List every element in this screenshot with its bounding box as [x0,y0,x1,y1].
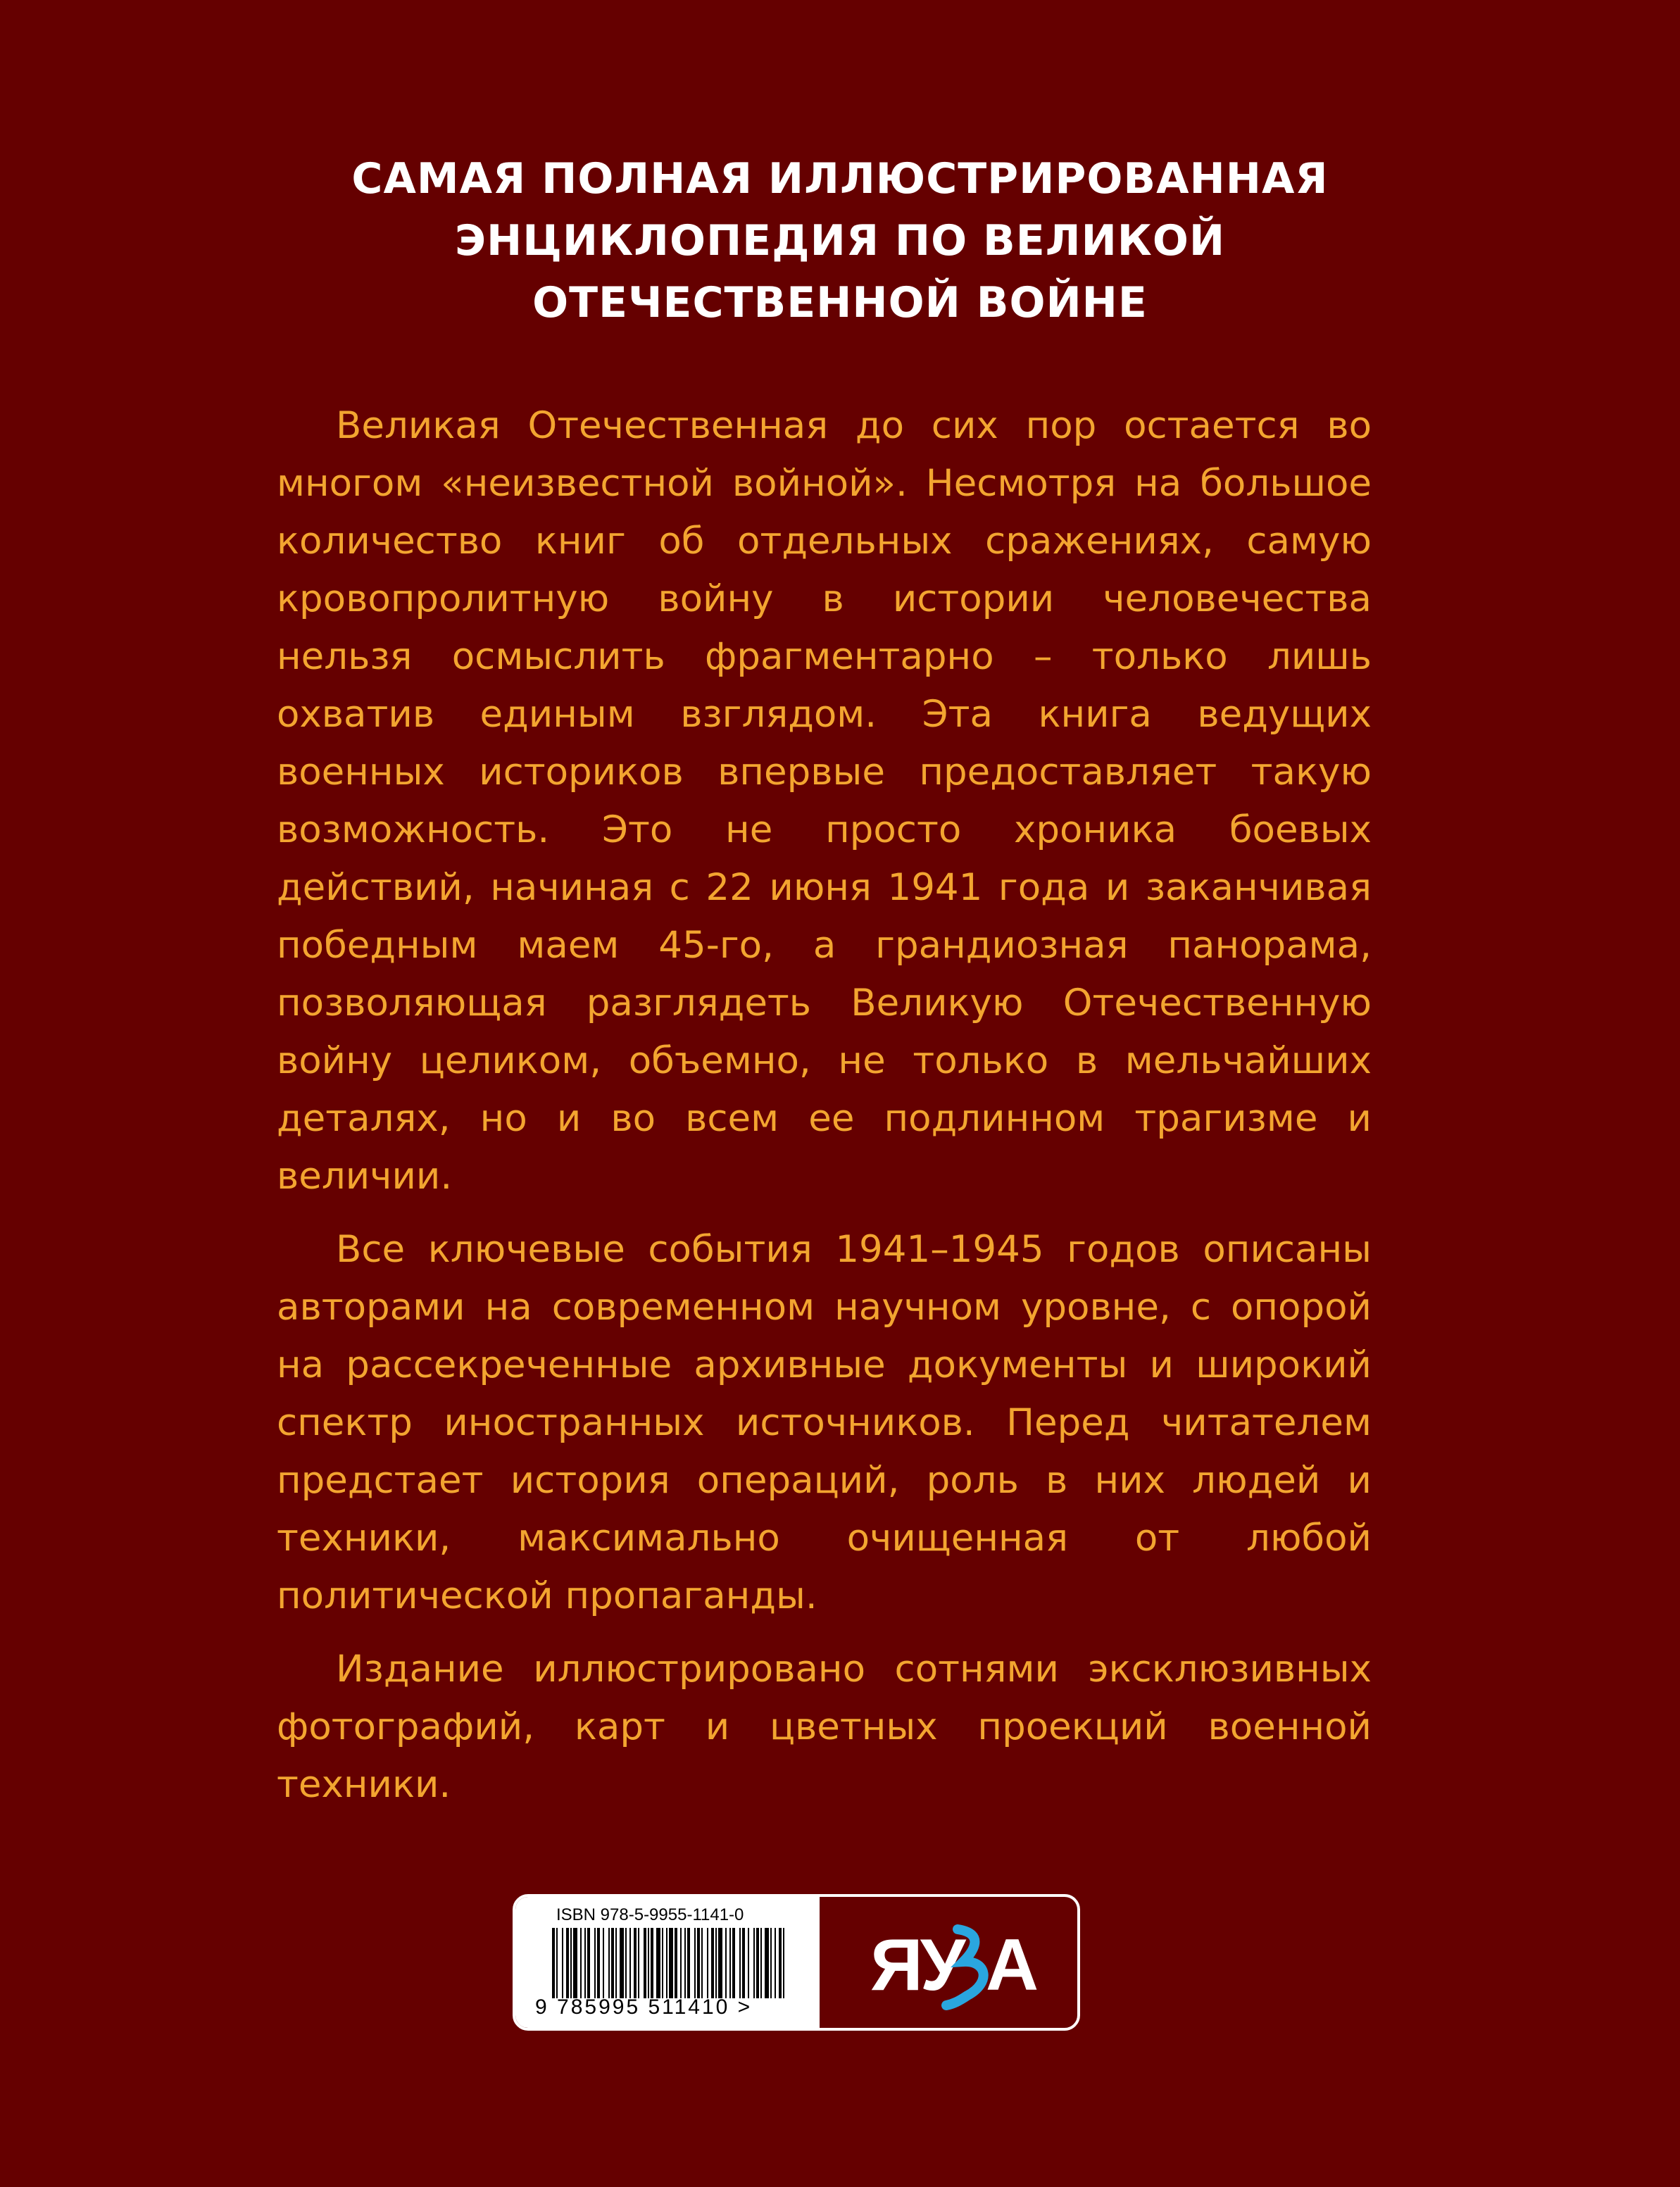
barcode-bar [718,1928,722,1998]
barcode-bar [573,1928,577,1998]
barcode-bar [783,1928,784,1998]
logo-text-right: А [986,1924,1039,2006]
barcode-bar [775,1928,776,1998]
isbn-label: ISBN 978-5-9955-1141-0 [556,1905,744,1924]
barcode-publisher-box [513,1894,1080,2031]
barcode-bar [687,1928,690,1998]
annotation-paragraph-1: Великая Отечественная до сих пор остается во многом «неизвестной войной». Несмотря на большое количество книг об отдельных сражениях, самую кровопролитную войну в истории человечества нельзя осмыслить фрагментарно – только лишь охватив единым взглядом. Эта книга ведущих военных историков впервые предоставляет такую возможность. Это не просто хроника боевых действий, начиная с 22 июня 1941 года и заканчивая победным маем 45-го, а грандиозная панорама, позволяющая разглядеть Великую Отечественную войну целиком, объемно, не только в мельчайших деталях, но и во всем ее подлинном трагизме и величии. [277,404,1372,1198]
barcode-bar [669,1928,673,1998]
annotation-paragraph-3: Издание иллюстрировано сотнями эксклюзивных фотографий, карт и цветных проекций военной техники. [277,1648,1372,1806]
barcode-bar [629,1928,631,1998]
barcode-bar [620,1928,624,1998]
barcode-bar [684,1928,686,1998]
barcode-bar [603,1928,604,1998]
barcode-bar [756,1928,759,1998]
barcode-bar [625,1928,627,1998]
heading-line-2: ЭНЦИКЛОПЕДИЯ ПО ВЕЛИКОЙ [454,216,1226,265]
barcode-bar [715,1928,717,1998]
publisher-logo [867,1918,1043,2017]
barcode-bar [566,1928,569,1998]
barcode-bar [648,1928,649,1998]
ean-digits: 9 785995 511410 > [535,1995,753,2019]
barcode-bar [562,1928,563,1998]
barcode-bar [644,1928,646,1998]
barcode-bar [739,1928,741,1998]
barcode-bar [597,1928,600,1998]
barcode-bar [725,1928,727,1998]
barcode-bar [753,1928,755,1998]
barcode-bar [680,1928,682,1998]
heading-line-3: ОТЕЧЕСТВЕННОЙ ВОЙНЕ [532,278,1148,327]
barcode-bar [760,1928,762,1998]
barcode-bar [701,1928,703,1998]
barcode-bar [638,1928,639,1998]
barcode-bar [770,1928,772,1998]
barcode-bar [634,1928,637,1998]
barcode-bar [666,1928,667,1998]
barcode-bar [765,1928,769,1998]
barcode-bar [615,1928,617,1998]
barcode-bar [584,1928,586,1998]
heading-line-1: САМАЯ ПОЛНАЯ ИЛЛЮСТРИРОВАННАЯ [351,154,1329,203]
barcode-bar [587,1928,590,1998]
barcode-bar [608,1928,610,1998]
barcode-bar [594,1928,596,1998]
barcode-panel [515,1897,820,2028]
barcode-bar [742,1928,745,1998]
barcode-bar [697,1928,700,1998]
barcode-bar [707,1928,708,1998]
cover-heading [206,148,1474,334]
barcode-bar [748,1928,749,1998]
barcode-bar [651,1928,653,1998]
annotation-text [277,397,1372,1829]
barcode-bar [711,1928,714,1998]
barcode-bar [694,1928,696,1998]
barcode-bar [656,1928,660,1998]
barcode-bar [611,1928,614,1998]
barcode-bar [580,1928,582,1998]
logo-text-left: ЯУ [870,1924,963,2006]
barcode-bar [556,1928,558,1998]
barcode-bar [729,1928,731,1998]
barcode-bar [732,1928,735,1998]
barcode-icon [552,1928,791,1998]
barcode-bar [552,1928,555,1998]
barcode-bar [675,1928,677,1998]
barcode-bar [570,1928,572,1998]
annotation-paragraph-2: Все ключевые события 1941–1945 годов описаны авторами на современном научном уровне, с опорой на рассекреченные архивные документы и широкий спектр иностранных источников. Перед читателем предстает история операций, роль в них людей и техники, максимально очищенная от любой политической пропаганды. [277,1228,1372,1617]
barcode-bar [779,1928,782,1998]
barcode-bar [662,1928,663,1998]
